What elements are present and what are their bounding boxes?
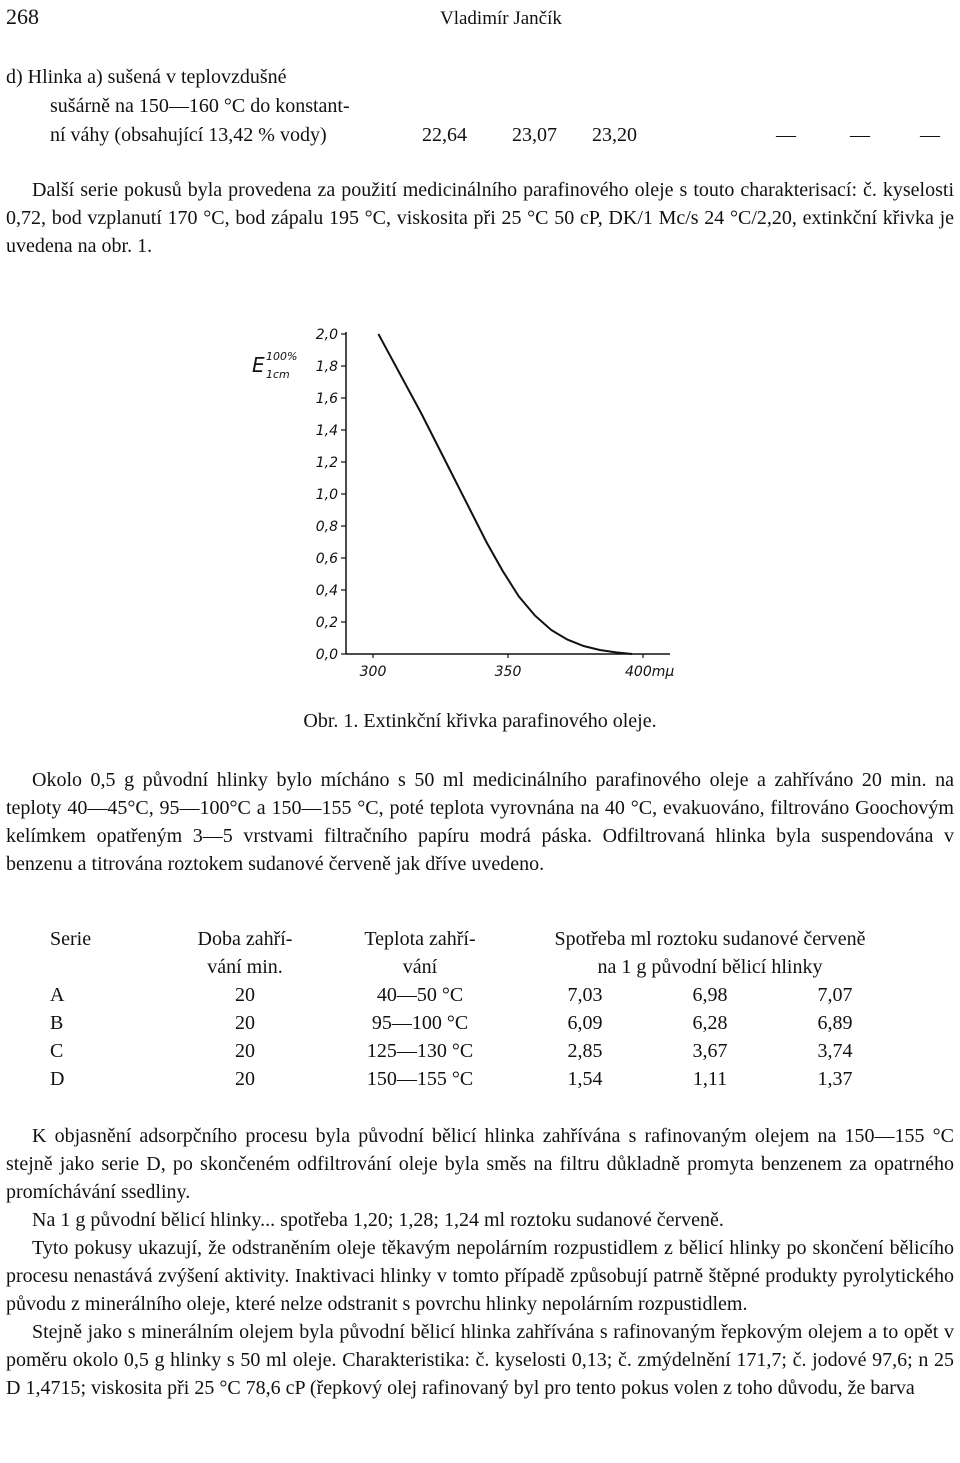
figure-caption: Obr. 1. Extinkční křivka parafinového oleje. [303,710,657,732]
table-header-cell: Serie [50,928,92,950]
y-tick-label: 1,4 [315,423,338,439]
item-d-value: — [776,124,796,146]
table-cell: 6,09 [567,1012,603,1034]
table-cell: 7,07 [817,984,853,1006]
table-cell: 7,03 [567,984,603,1006]
table-cell: B [50,1012,64,1034]
results-table [6,928,900,1096]
table-cell: 40—50 °C [376,984,464,1006]
item-d-line2: sušárně na 150—160 °C do konstant- [50,95,350,117]
item-d-line1: d) Hlinka a) sušená v teplovzdušné [6,66,287,88]
y-tick-label: 1,6 [315,391,338,407]
table-cell: 3,67 [692,1040,728,1062]
paragraph-text: Další serie pokusů byla provedena za použití medicinálního parafinového oleje s touto charakterisací: č. kyselosti 0,72, bod vzplanutí 170 °C, bod zápalu 195 °C, viskosita při 25 °C 50 cP, DK/1 Mc/s 24 °C/2,20, extinkční křivka je uvedena na obr. 1. [6,179,954,257]
y-axis-label-sub: 1cm [266,368,290,381]
y-tick-label: 1,0 [315,487,338,503]
item-d-value: 22,64 [422,124,467,146]
page-number: 268 [6,4,39,29]
table-header-cell: vání [402,956,438,978]
table-cell: 20 [235,1040,255,1062]
table-cell: 1,54 [567,1068,603,1090]
y-tick-label: 1,2 [315,455,338,471]
table-cell: 6,28 [692,1012,728,1034]
table-row [6,1040,900,1068]
table-cell: 1,37 [817,1068,853,1090]
x-tick-label: 300 [359,664,387,680]
table-cell: 20 [235,984,255,1006]
table-cell: C [50,1040,64,1062]
table-cell: 6,98 [692,984,728,1006]
running-header-author: Vladimír Jančík [440,8,562,29]
item-d-value: 23,20 [592,124,637,146]
extinction-chart [250,320,730,700]
extinction-curve-line [378,334,632,654]
table-header-cell: Teplota zahří- [364,928,476,950]
y-tick-label: 0,4 [315,583,338,599]
table-cell: 1,11 [692,1068,728,1090]
table-row [6,1012,900,1040]
paragraph-consumption: Na 1 g původní bělicí hlinky... spotřeba 1,20; 1,28; 1,24 ml roztoku sudanové červeně. [32,1209,724,1231]
item-d-line3: ní váhy (obsahující 13,42 % vody) [50,124,327,146]
y-tick-label: 1,8 [315,359,338,375]
item-d-value: — [850,124,870,146]
paragraph-procedure [6,766,954,878]
table-header-row [6,956,900,984]
paragraph-conclusion: Tyto pokusy ukazují, že odstraněním oleje těkavým nepolárním rozpustidlem z bělicí hlinky po skončení bělicího procesu nenastává zvýšení aktivity. Inaktivaci hlinky v tomto případě způsobují patrně štěpné produkty pyrolytického původu z minerálního oleje, které nelze odstranit s povrchu hlinky nepolárním rozpustidlem. [6,1237,954,1315]
y-tick-label: 0,6 [315,551,338,567]
paragraph-oil-characterisation [6,176,954,260]
table-header-cell: na 1 g původní bělicí hlinky [597,956,823,978]
body-text [6,1122,954,1402]
table-header-row [6,928,900,956]
table-cell: 6,89 [817,1012,853,1034]
table-cell: A [50,984,65,1006]
x-tick-label: 350 [494,664,522,680]
table-row [6,984,900,1012]
y-tick-label: 2,0 [315,327,338,343]
table-header-cell: vání min. [207,956,283,978]
table-cell: 3,74 [817,1040,853,1062]
item-d-value: 23,07 [512,124,557,146]
table-row [6,1068,900,1096]
table-cell: D [50,1068,65,1090]
y-axis-label-e: E [252,353,265,377]
table-cell: 95—100 °C [371,1012,469,1034]
table-header-cell: Doba zahří- [197,928,293,950]
table-cell: 125—130 °C [366,1040,474,1062]
y-axis-label-sup: 100% [266,350,298,363]
table-cell: 20 [235,1012,255,1034]
paragraph-text: Okolo 0,5 g původní hlinky bylo mícháno s 50 ml medicinálního parafinového oleje a zahříváno 20 min. na teploty 40—45°C, 95—100°C a 150—155 °C, poté teplota vyrovnána na 40 °C, evakuováno, filtrováno Goochovým kelímkem opatřeným 3—5 vrstvami filtračního papíru modrá páska. Odfiltrovaná hlinka byla suspendována v benzenu a titrována roztokem sudanové červeně jak dříve uvedeno. [6,769,954,875]
item-d-value: — [920,124,940,146]
x-tick-label: 400mμ [625,664,675,680]
y-tick-label: 0,0 [315,647,338,663]
y-axis-label [252,350,297,381]
y-tick-label: 0,2 [315,615,338,631]
table-header-cell: Spotřeba ml roztoku sudanové červeně [554,928,866,950]
table-cell: 150—155 °C [366,1068,474,1090]
paragraph-adsorption: K objasnění adsorpčního procesu byla původní bělicí hlinka zahřívána s rafinovaným olejem na 150—155 °C stejně jako serie D, po skončeném odfiltrování oleje byla směs na filtru důkladně promyta benzenem za opatrného promíchávání ssedliny. [6,1125,954,1203]
table-cell: 2,85 [567,1040,603,1062]
table-cell: 20 [235,1068,255,1090]
y-tick-label: 0,8 [315,519,338,535]
paragraph-rapeseed-oil: Stejně jako s minerálním olejem byla původní bělicí hlinka zahřívána s rafinovaným řepkovým olejem a to opět v poměru okolo 0,5 g hlinky s 50 ml oleje. Charakteristika: č. kyselosti 0,13; č. zmýdelnění 171,7; č. jodové 97,6; n 25 D 1,4715; viskosita při 25 °C 78,6 cP (řepkový olej rafinovaný byl pro tento pokus volen z toho důvodu, že barva [6,1321,954,1399]
